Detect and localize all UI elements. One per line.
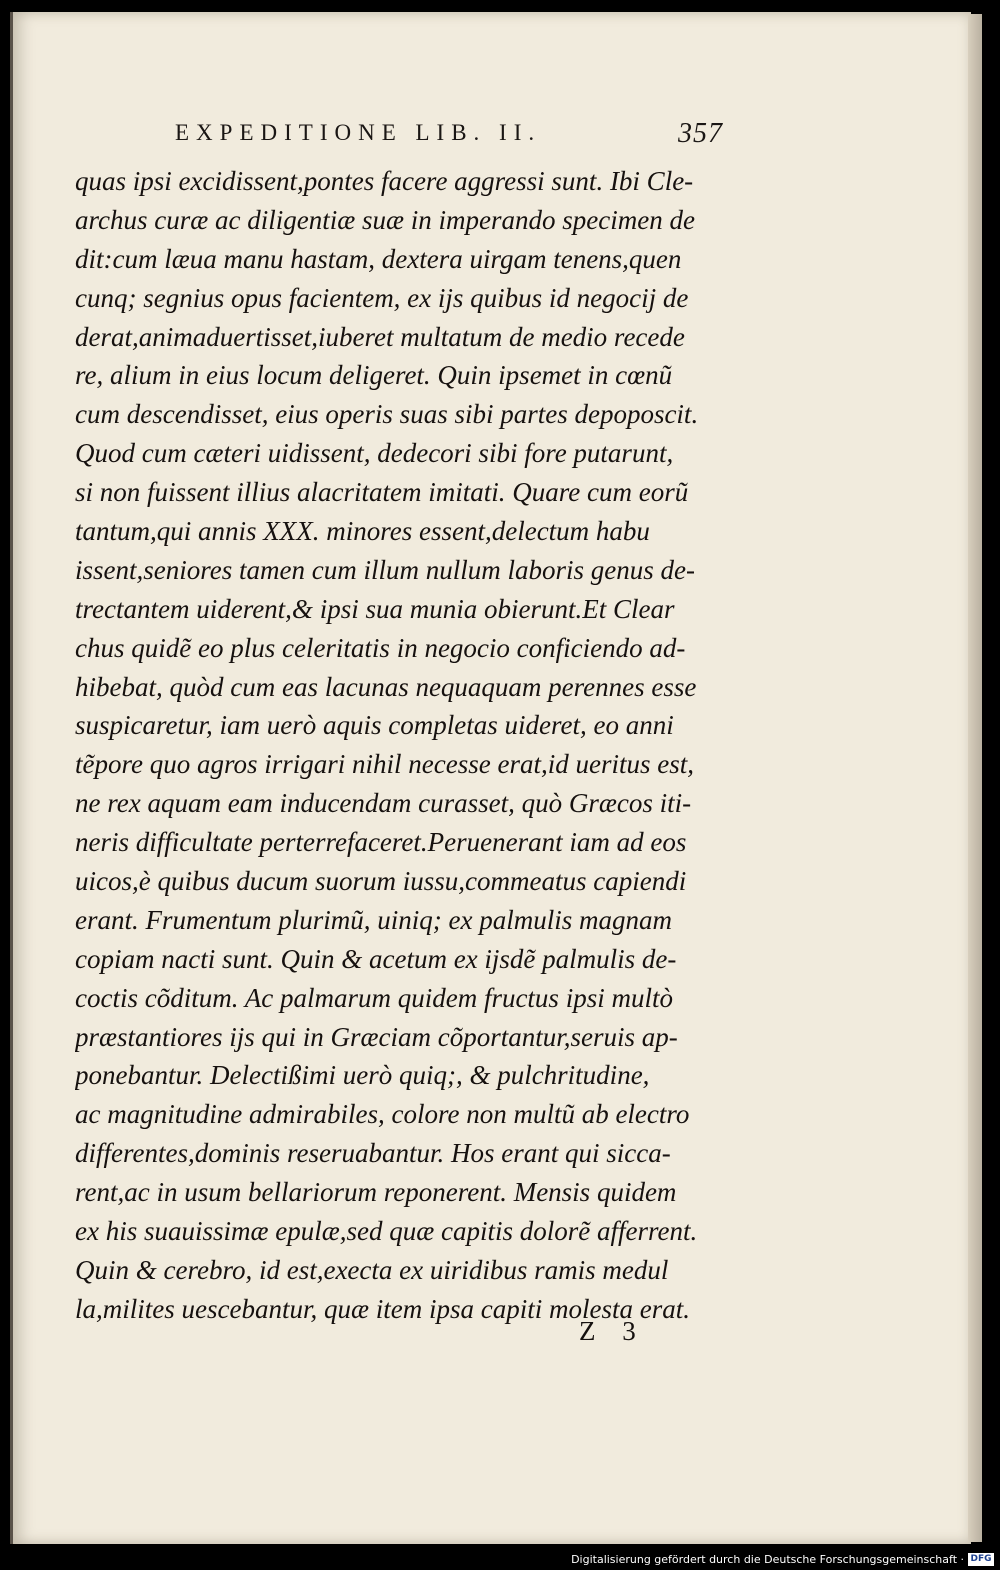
running-head: EXPEDITIONE LIB. II. <box>175 120 542 145</box>
text-line: cum descendisset, eius operis suas sibi partes depoposcit. <box>75 399 699 430</box>
text-line: derat,animaduertisset,iuberet multatum de medio recede <box>75 321 685 352</box>
text-line: tantum,qui annis XXX. minores essent,delectum habu <box>75 516 650 547</box>
text-line: re, alium in eius locum deligeret. Quin ipsemet in cœnũ <box>75 360 673 391</box>
text-line: ne rex aquam eam inducendam curasset, quò Græcos iti- <box>75 788 692 819</box>
page-header <box>163 116 723 156</box>
text-line: differentes,dominis reseruabantur. Hos erant qui sicca- <box>75 1138 671 1169</box>
text-line: si non fuissent illius alacritatem imitati. Quare cum eorũ <box>75 477 689 508</box>
text-line: cunq; segnius opus facientem, ex ijs quibus id negocij de <box>75 282 689 313</box>
text-line: præstantiores ijs qui in Græciam cõportantur,seruis ap- <box>75 1021 678 1052</box>
text-line: issent,seniores tamen cum illum nullum laboris genus de- <box>75 554 695 585</box>
text-line: rent,ac in usum bellariorum reponerent. Mensis quidem <box>75 1177 677 1208</box>
text-line: archus curæ ac diligentiæ suæ in imperando specimen de <box>75 204 695 235</box>
text-line: tẽpore quo agros irrigari nihil necesse erat,id ueritus est, <box>75 749 694 780</box>
text-line: quas ipsi excidissent,pontes facere aggressi sunt. Ibi Cle- <box>75 166 694 196</box>
text-line: dit:cum læua manu hastam, dextera uirgam tenens,quen <box>75 243 682 274</box>
text-line: ponebantur. Delectißimi uerò quiq;, & pulchritudine, <box>75 1060 650 1091</box>
credit-text: Digitalisierung gefördert durch die Deutsche Forschungsgemeinschaft · <box>571 1553 964 1566</box>
text-line: neris difficultate perterrefaceret.Peruenerant iam ad eos <box>75 827 687 858</box>
text-line: la,milites uescebantur, quæ item ipsa capiti molesta erat. <box>75 1293 690 1324</box>
text-line: uicos,è quibus ducum suorum iussu,commeatus capiendi <box>75 866 687 897</box>
text-line: ex his suauissimæ epulæ,sed quæ capitis dolorẽ afferrent. <box>75 1216 698 1247</box>
digitization-credit <box>571 1553 994 1566</box>
text-line: Quod cum cæteri uidissent, dedecori sibi fore putarunt, <box>75 438 674 469</box>
dfg-logo-icon: DFG <box>968 1553 994 1566</box>
text-line: erant. Frumentum plurimũ, uiniq; ex palmulis magnam <box>75 904 672 935</box>
folio-number: 357 <box>678 118 723 149</box>
text-line: trectantem uiderent,& ipsi sua munia obierunt.Et Clear <box>75 593 675 624</box>
text-line: ac magnitudine admirabiles, colore non multũ ab electro <box>75 1099 690 1130</box>
text-line: copiam nacti sunt. Quin & acetum ex ijsdẽ palmulis de- <box>75 943 677 974</box>
text-line: suspicaretur, iam uerò aquis completas uideret, eo anni <box>75 710 674 741</box>
signature-mark: Z 3 <box>579 1316 646 1346</box>
text-line: coctis cõditum. Ac palmarum quidem fructus ipsi multò <box>75 982 673 1013</box>
body-text <box>75 162 725 1329</box>
text-line: Quin & cerebro, id est,execta ex uiridibus ramis medul <box>75 1254 669 1285</box>
book-page <box>10 12 971 1544</box>
text-line: chus quidẽ eo plus celeritatis in negocio conficiendo ad- <box>75 632 686 663</box>
page-edge <box>968 14 982 1542</box>
text-line: hibebat, quòd cum eas lacunas nequaquam perennes esse <box>75 671 697 702</box>
